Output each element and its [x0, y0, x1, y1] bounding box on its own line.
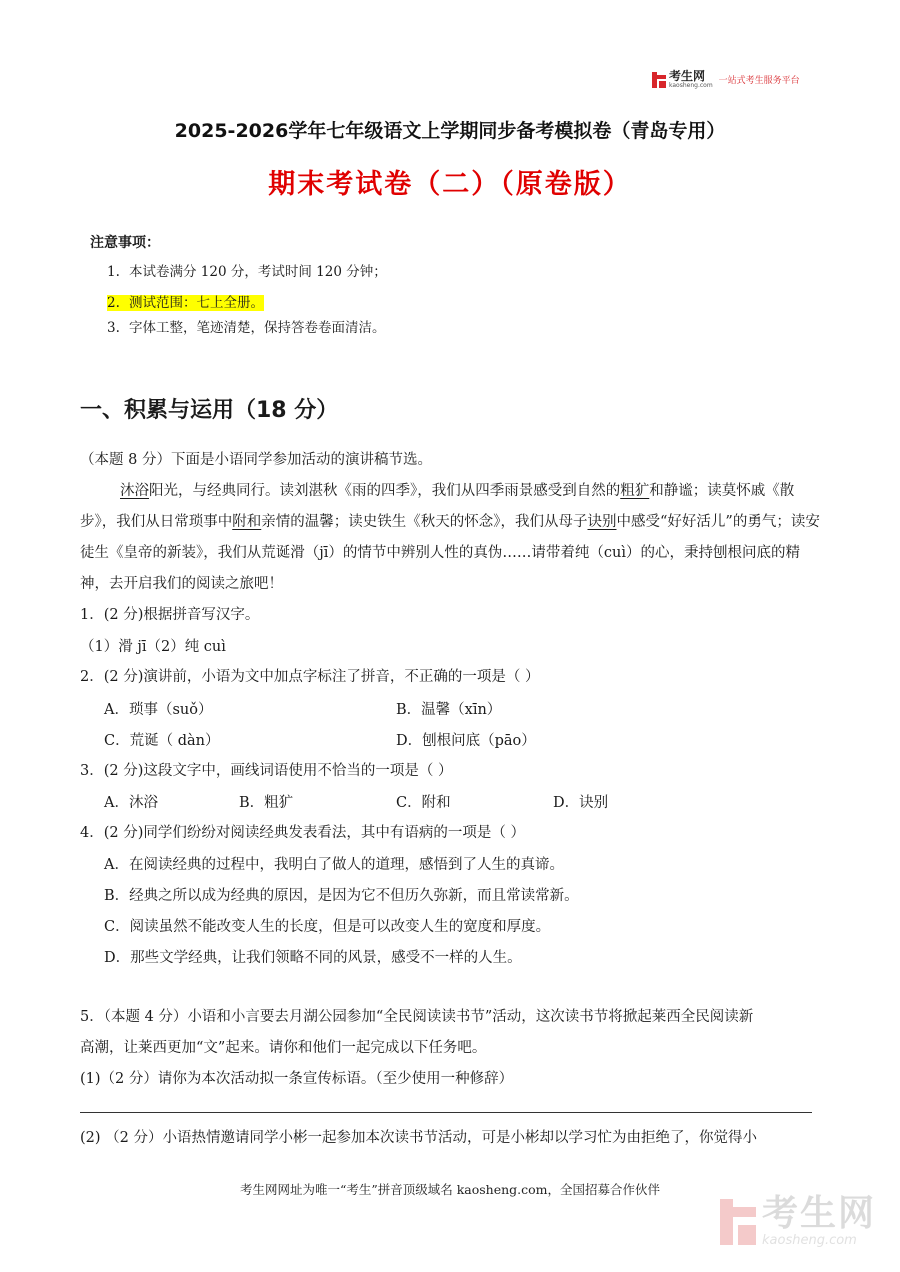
page-footer: 考生网网址为唯一“考生”拼音顶级域名 kaosheng.com，全国招募合作伙伴 [239, 1182, 661, 1197]
kaosheng-logo-icon [652, 72, 666, 88]
underlined-word-cuguang: 粗犷 [620, 483, 650, 499]
q4-stem: 4．(2 分)同学们纷纷对阅读经典发表看法，其中有语病的一项是（ ） [80, 825, 525, 841]
watermark-domain: kaosheng.com [762, 1233, 857, 1248]
notice-item-3: 3. 字体工整，笔迹清楚，保持答卷卷面清洁。 [107, 320, 386, 336]
notice-item-1: 1. 本试卷满分 120 分，考试时间 120 分钟； [107, 264, 387, 280]
q3-option-c: C．附和 [396, 795, 451, 811]
notice-item-2: 2. 测试范围：七上全册。 [107, 295, 264, 311]
answer-line [80, 1112, 812, 1113]
watermark-logo [720, 1193, 877, 1248]
q4-option-b: B．经典之所以成为经典的原因，是因为它不但历久弥新，而且常读常新。 [104, 888, 579, 904]
q5-stem-line1: 5．（本题 4 分）小语和小言要去月湖公园参加“全民阅读读书节”活动，这次读书节将掀起莱西全民阅读新 [80, 1009, 754, 1025]
document-subtitle: 期末考试卷（二）（原卷版） [268, 169, 632, 200]
kaosheng-watermark-icon [720, 1199, 756, 1245]
q3-stem: 3．(2 分)这段文字中，画线词语使用不恰当的一项是（ ） [80, 763, 453, 779]
q1-sub: （1）滑 jī（2）纯 cuì [80, 639, 226, 655]
q1-stem: 1．(2 分)根据拼音写汉字。 [80, 607, 260, 623]
q3-option-a: A．沐浴 [104, 795, 158, 811]
q2-option-a: A．琐事（suǒ） [104, 702, 213, 718]
q2-option-d: D．刨根问底（pāo） [396, 733, 536, 749]
logo-slogan: 一站式考生服务平台 [718, 76, 800, 86]
question-intro: （本题 8 分）下面是小语同学参加活动的演讲稿节选。 [80, 452, 432, 468]
watermark-name: 考生网 [762, 1193, 877, 1234]
header-logo [652, 70, 800, 89]
q4-option-a: A．在阅读经典的过程中，我明白了做人的道理，感悟到了人生的真谛。 [104, 857, 564, 873]
q5-sub2: (2) （2 分）小语热情邀请同学小彬一起参加本次读书节活动，可是小彬却以学习忙为由拒绝了，你觉得小 [80, 1130, 757, 1146]
q3-option-d: D．诀别 [553, 795, 609, 811]
q5-sub1: (1)（2 分）请你为本次活动拟一条宣传标语。（至少使用一种修辞） [80, 1071, 514, 1087]
q3-option-b: B．粗犷 [239, 795, 294, 811]
underlined-word-fuhe: 附和 [232, 514, 262, 530]
notice-heading: 注意事项： [90, 235, 160, 251]
logo-name: 考生网 [669, 69, 706, 83]
q2-option-b: B．温馨（xīn） [396, 702, 502, 718]
document-title: 2025-2026学年七年级语文上学期同步备考模拟卷（青岛专用） [174, 120, 726, 142]
q5-stem-line2: 高潮，让莱西更加“文”起来。请你和他们一起完成以下任务吧。 [80, 1040, 487, 1056]
q4-option-d: D．那些文学经典，让我们领略不同的风景，感受不一样的人生。 [104, 950, 522, 966]
underlined-word-muyu: 沐浴 [120, 483, 149, 499]
section-heading: 一、积累与运用（18 分） [80, 398, 339, 423]
underlined-word-jueblie: 诀别 [587, 514, 617, 530]
q2-option-c: C．荒诞（ dàn） [104, 733, 220, 749]
speech-passage: 沐浴阳光，与经典同行。读刘湛秋《雨的四季》，我们从四季雨景感受到自然的粗犷和静谧；读莫怀戚《散步》，我们从日常琐事中附和亲情的温馨；读史铁生《秋天的怀念》，我们从母子诀别中感受“好好活儿”的勇气；读安徒生《皇帝的新装》，我们从荒诞滑（jī）的情节中辨别人性的真伪……请带着纯（cuì）的心，秉持刨根问底的精神，去开启我们的阅读之旅吧！ [80, 483, 820, 592]
q4-option-c: C．阅读虽然不能改变人生的长度，但是可以改变人生的宽度和厚度。 [104, 919, 551, 935]
logo-domain: kaosheng.com [669, 82, 713, 89]
q2-stem: 2．(2 分)演讲前，小语为文中加点字标注了拼音，不正确的一项是（ ） [80, 669, 540, 685]
